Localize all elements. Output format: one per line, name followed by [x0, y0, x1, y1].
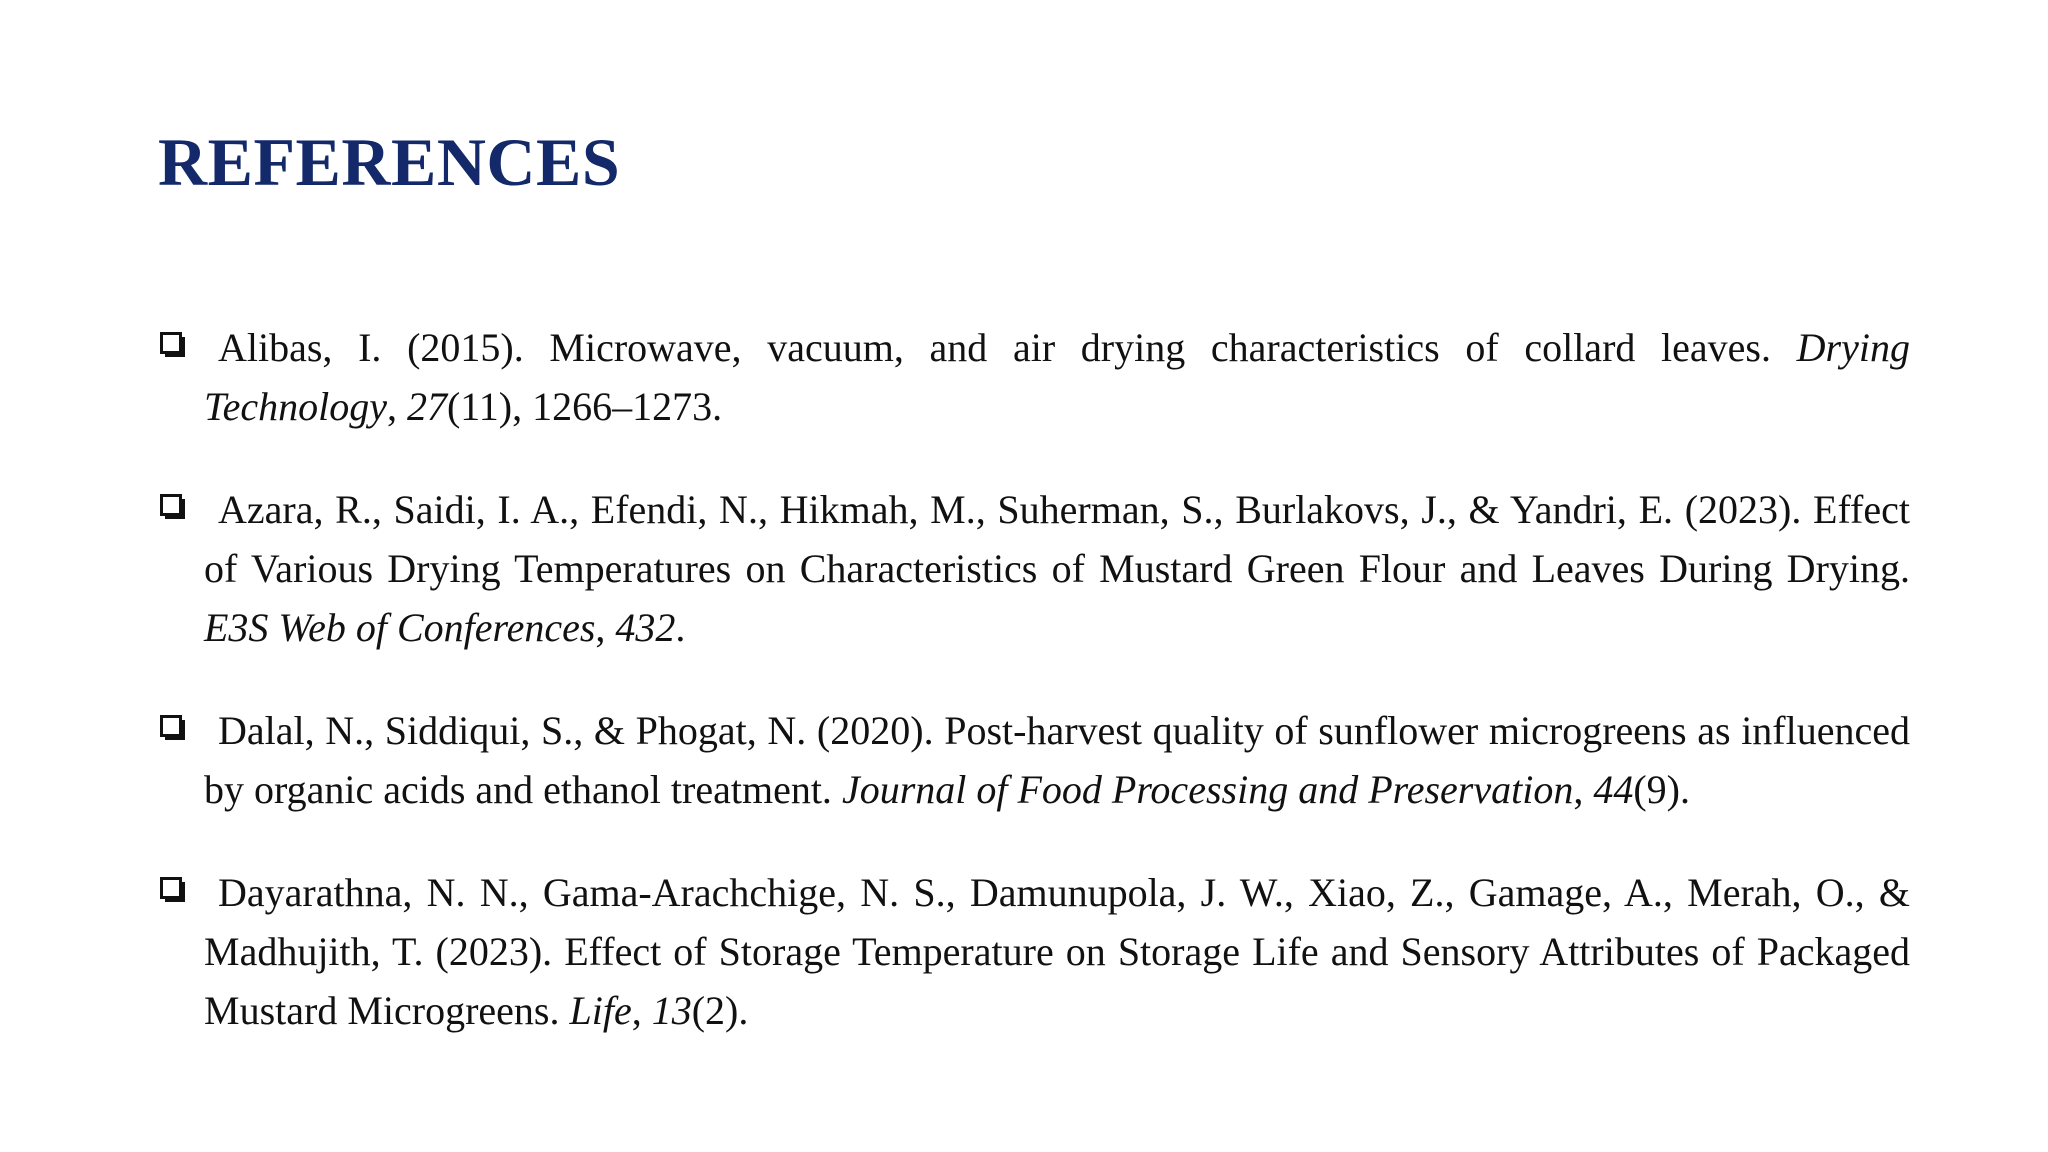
reference-authors-title: Alibas, I. (2015). Microwave, vacuum, and air drying characteristics of collard leaves. — [218, 325, 1797, 370]
page-title: REFERENCES — [158, 124, 621, 200]
reference-separator: , — [1573, 767, 1594, 812]
reference-authors-title: Azara, R., Saidi, I. A., Efendi, N., Hikmah, M., Suherman, S., Burlakovs, J., & Yandri, E. (2023). Effect of Various Drying Temperatures on Characteristics of Mustard Green Flour and Leaves During Drying. — [204, 487, 1910, 591]
reference-authors-title: Dayarathna, N. N., Gama-Arachchige, N. S., Damunupola, J. W., Xiao, Z., Gamage, A., Merah, O., & Madhujith, T. (2023). Effect of Storage Temperature on Storage Life and Sensory Attributes of Packaged Mustard Microgreens. — [204, 870, 1910, 1033]
reference-volume: 432 — [615, 605, 676, 650]
square-bullet-icon — [160, 715, 182, 737]
reference-journal: Life — [569, 988, 632, 1033]
reference-volume: 27 — [406, 384, 447, 429]
reference-volume: 44 — [1593, 767, 1634, 812]
reference-issue-pages: (11), 1266–1273. — [446, 384, 723, 429]
reference-item — [158, 318, 1910, 436]
reference-journal: Drying Technology — [204, 325, 1910, 429]
reference-authors-title: Dalal, N., Siddiqui, S., & Phogat, N. (2020). Post-harvest quality of sunflower microgreens as influenced by organic acids and ethanol treatment. — [204, 708, 1910, 812]
reference-item — [158, 480, 1910, 657]
reference-separator: , — [631, 988, 652, 1033]
reference-volume: 13 — [651, 988, 692, 1033]
reference-item — [158, 701, 1910, 819]
square-bullet-icon — [160, 877, 182, 899]
reference-issue-pages: (2). — [691, 988, 749, 1033]
reference-separator: , — [595, 605, 616, 650]
reference-list — [158, 318, 1910, 1084]
reference-item — [158, 863, 1910, 1040]
reference-journal: E3S Web of Conferences — [204, 605, 596, 650]
reference-issue-pages: . — [675, 605, 686, 650]
square-bullet-icon — [160, 494, 182, 516]
reference-separator: , — [386, 384, 407, 429]
reference-issue-pages: (9). — [1633, 767, 1690, 812]
square-bullet-icon — [160, 332, 182, 354]
reference-journal: Journal of Food Processing and Preservation — [841, 767, 1574, 812]
